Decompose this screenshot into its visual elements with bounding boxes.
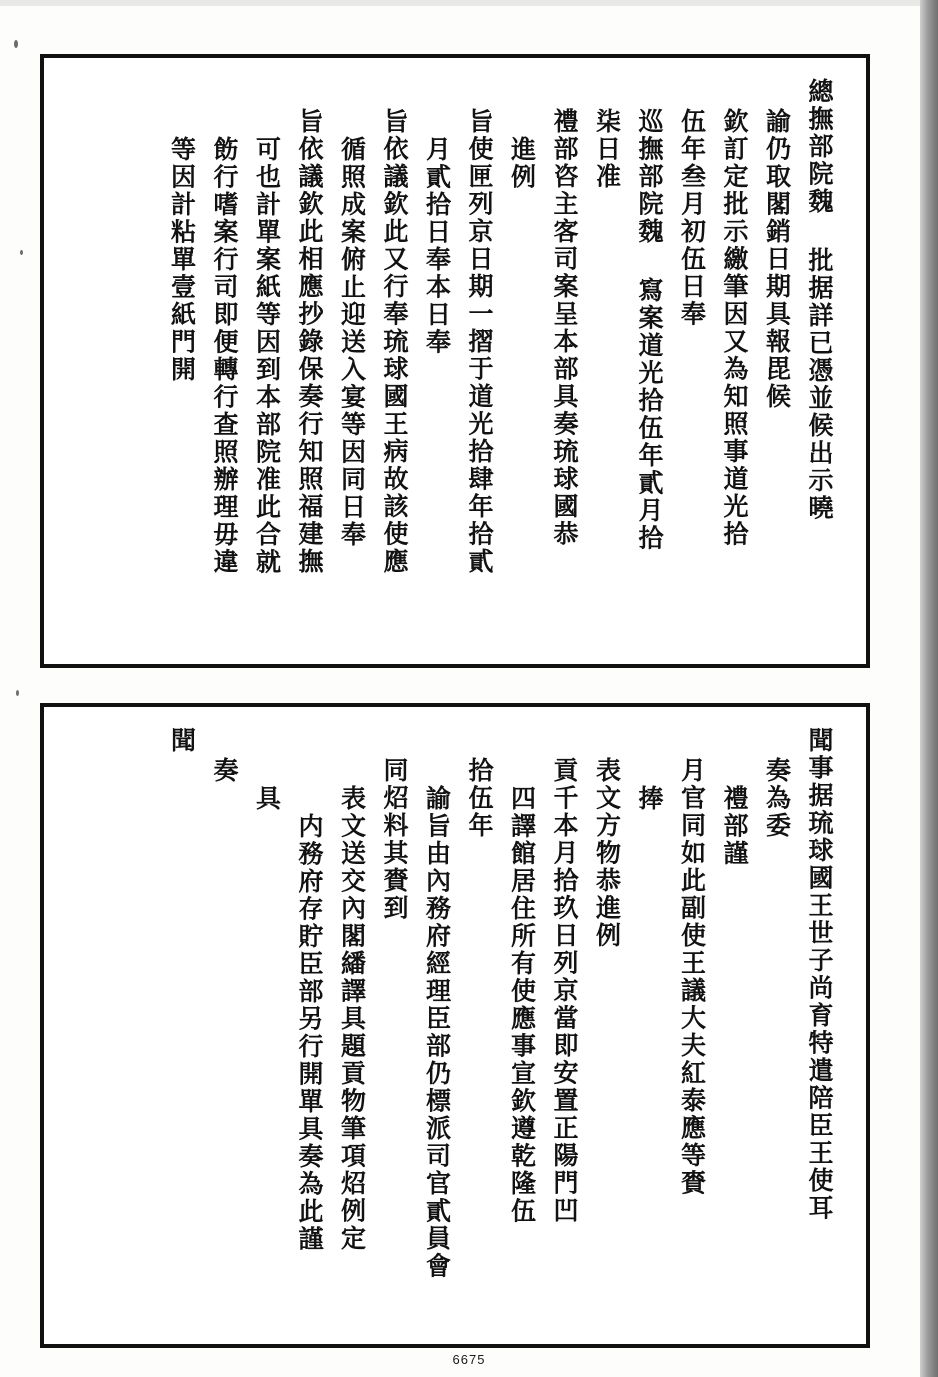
text-column: 四譯館居住所有使應事宣欽遵乾隆伍 [507,785,537,1225]
text-column: 旨依議欽此相應抄錄保奏行知照福建撫 [295,108,324,576]
text-column: 旨使匣列京日期一摺于道光拾肆年拾貳 [465,108,494,576]
text-column: 禮部謹 [720,785,749,868]
text-column: 貢千本月拾玖日列京當即安置正陽門凹 [550,757,579,1225]
text-column: 進例 [507,136,537,191]
text-column: 月貳拾日奉本日奉 [422,136,452,356]
text-column: 等因計粘單壹紙門開 [167,136,197,384]
upper-text-columns [44,58,866,664]
text-column: 欽訂定批示繳筆因又為知照事道光拾 [720,108,749,548]
text-column: 同炤料其賚到 [380,757,409,922]
text-column: 總撫部院魏 批据詳已憑並候出示曉 [805,78,834,522]
upper-text-frame [40,54,870,668]
text-column: 巡撫部院魏 寫案道光拾伍年貳月拾 [635,108,664,552]
text-column: 内務府存貯臣部另行開單具奏為此謹 [295,813,324,1253]
text-column: 伍年叁月初伍日奉 [677,108,707,328]
text-column: 表文方物恭進例 [592,757,622,950]
text-column: 柒日准 [592,108,622,191]
scan-speck [16,690,19,696]
text-column: 捧 [635,785,664,813]
text-column: 聞 [167,727,197,755]
text-column: 聞事据琉球國王世子尚育特遣陪臣王使耳 [805,727,834,1222]
text-column: 奏 [210,757,239,785]
scan-speck [14,40,18,48]
page-number: 6675 [452,1352,486,1367]
text-column: 具 [252,785,282,813]
lower-text-columns [44,707,866,1344]
text-column: 可也計單案紙等因到本部院准此合就 [252,136,282,576]
text-column: 拾伍年 [465,757,494,840]
text-column: 諭仍取閣銷日期具報毘候 [762,108,792,411]
scan-right-edge [920,0,938,1377]
text-column: 奏為委 [762,757,792,840]
text-column: 旨依議欽此又行奉琉球國王病故該使應 [380,108,409,576]
text-column: 月官同如此副使王議大夫紅泰應等賚 [677,757,707,1197]
text-column: 飭行嗜案行司即便轉行查照辦理毋違 [210,136,239,576]
text-column: 表文送交內閣繙譯具題貢物筆項炤例定 [337,785,367,1253]
scan-speck [20,250,23,255]
text-column: 循照成案俯止迎送入宴等因同日奉 [337,136,367,549]
text-column: 諭旨由內務府經理臣部仍標派司官貳員會 [422,785,452,1280]
text-column: 禮部咨主客司案呈本部具奏琉球國恭 [550,108,579,548]
scan-top-edge [0,0,938,6]
lower-text-frame [40,703,870,1348]
